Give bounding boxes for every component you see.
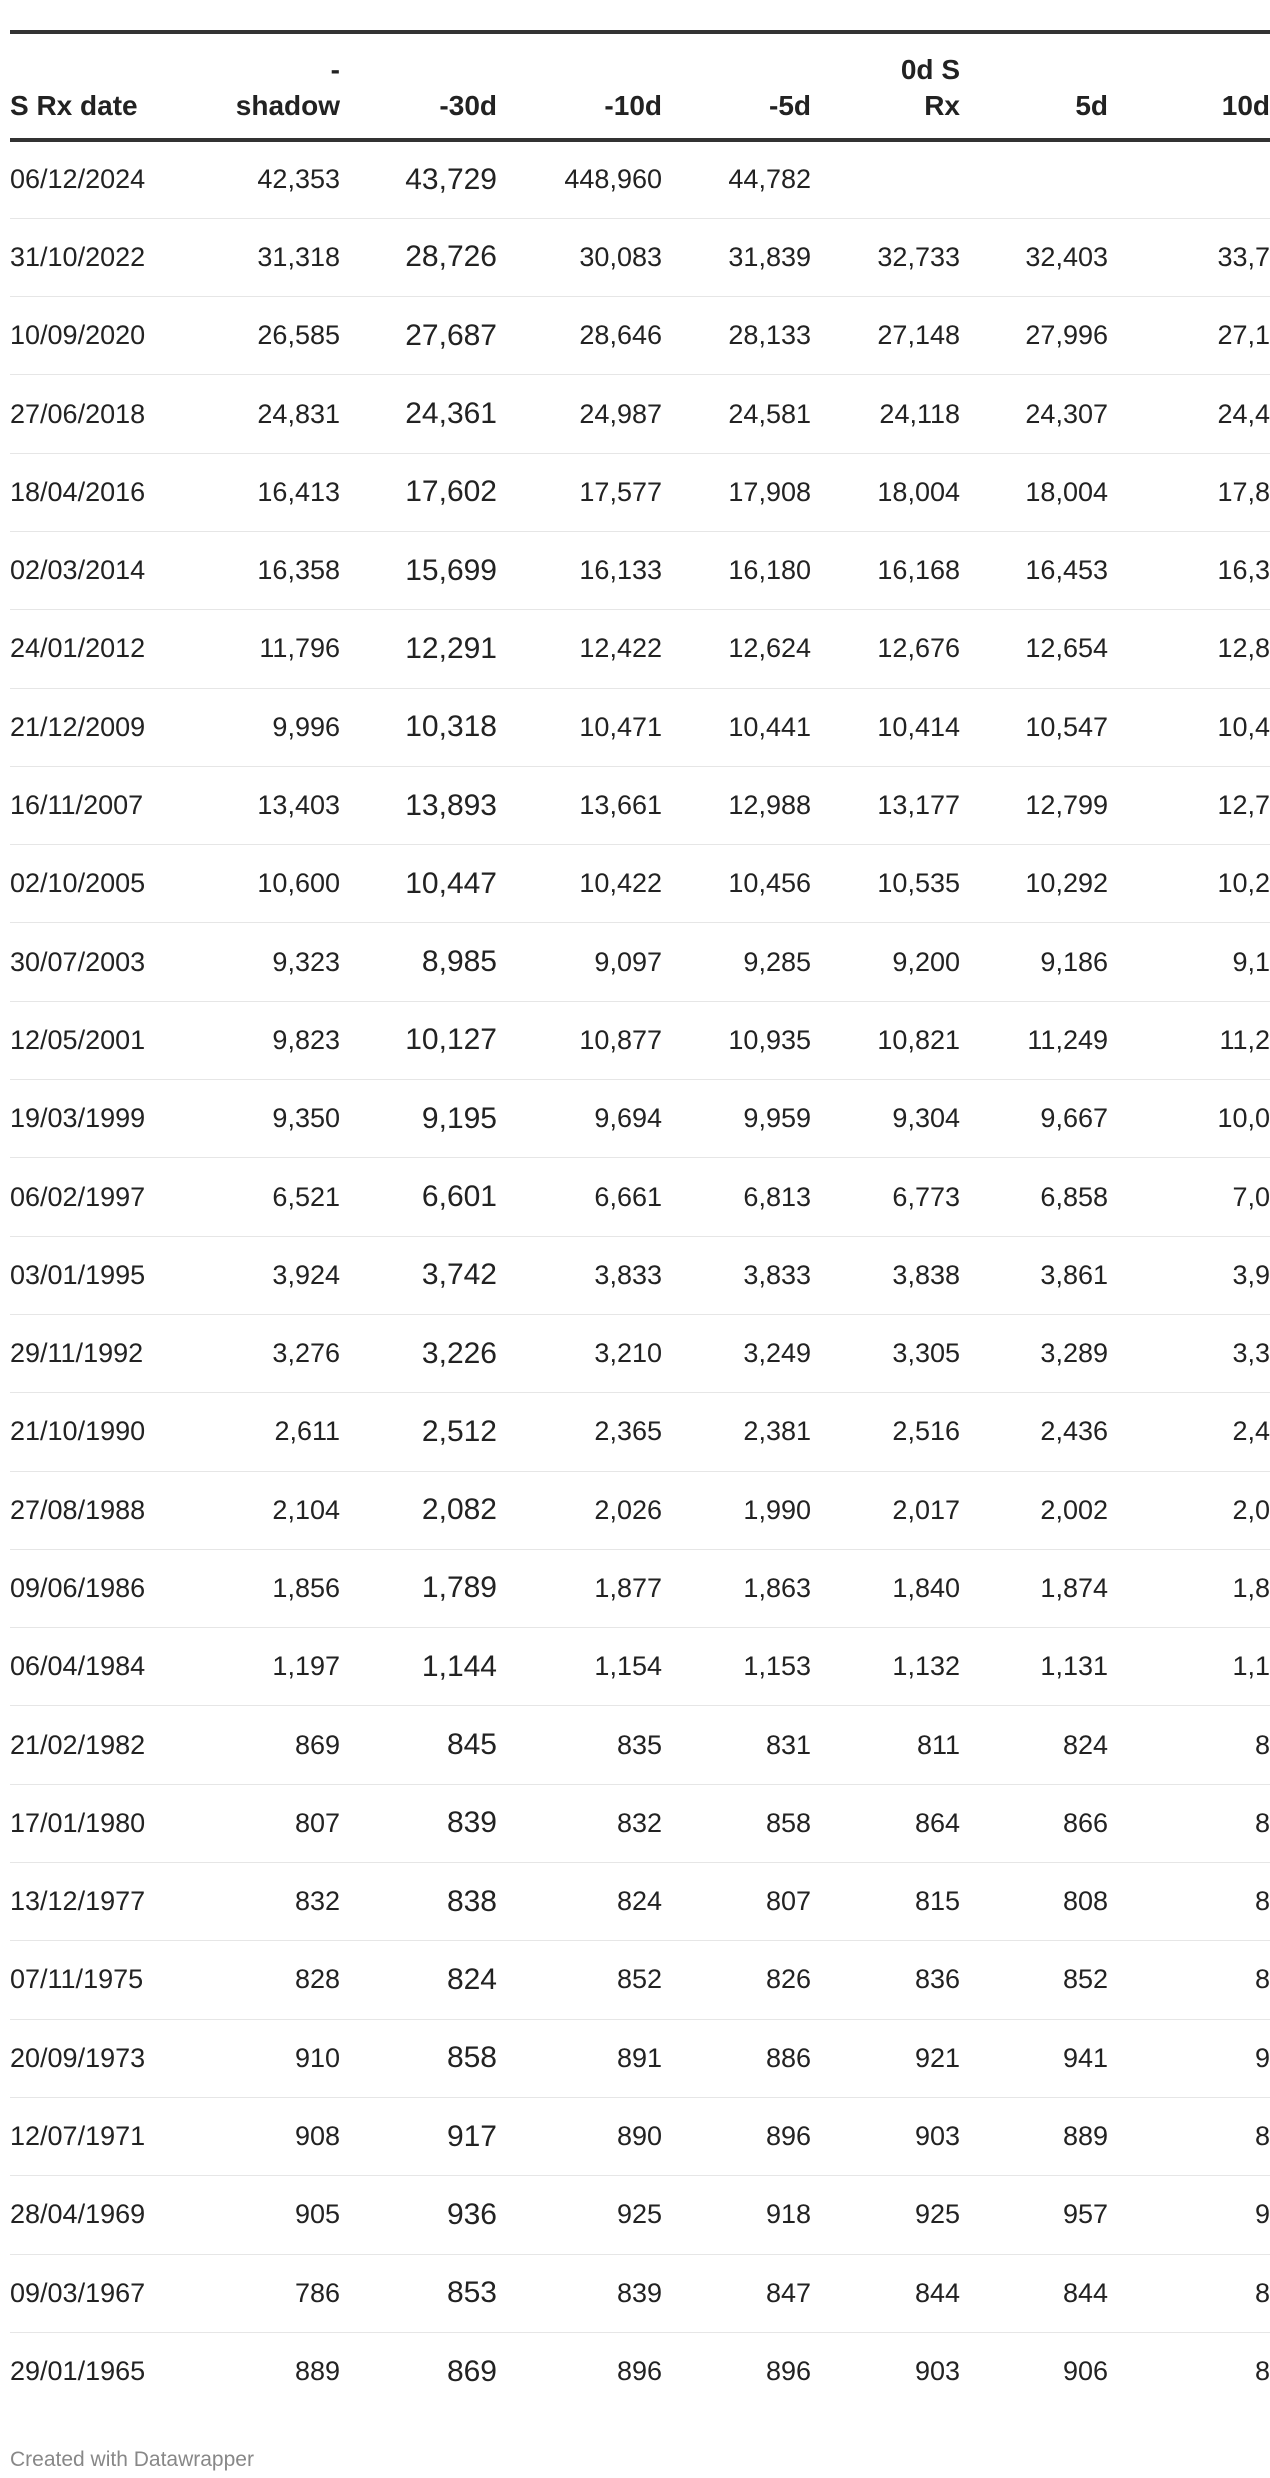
table-cell: 886 bbox=[662, 2019, 811, 2097]
table-cell: 2,017 bbox=[811, 1471, 960, 1549]
table-cell: 09/03/1967 bbox=[10, 2254, 180, 2332]
table-cell: 6,601 bbox=[340, 1158, 497, 1236]
table-cell: 8 bbox=[1254, 2356, 1270, 2387]
table-row bbox=[10, 531, 1270, 609]
table-row bbox=[10, 2176, 1270, 2254]
table-cell: 896 bbox=[765, 2356, 811, 2387]
table-cell: 9,823 bbox=[180, 1001, 340, 1079]
table-cell: 1,990 bbox=[662, 1471, 811, 1549]
table-cell: 9,186 bbox=[960, 923, 1108, 1001]
table-cell: 16,168 bbox=[811, 531, 960, 609]
table-cell: 7,0 bbox=[1108, 1158, 1270, 1236]
table-cell: 17,908 bbox=[662, 453, 811, 531]
table-cell: 1,8 bbox=[1108, 1549, 1270, 1627]
table-cell: 1,856 bbox=[180, 1549, 340, 1627]
table-cell: 12,422 bbox=[497, 610, 662, 688]
table-cell: 1,197 bbox=[180, 1628, 340, 1706]
table-cell: 852 bbox=[960, 1941, 1108, 2019]
table-row bbox=[10, 1158, 1270, 1236]
table-cell: 10,600 bbox=[180, 845, 340, 923]
table-cell bbox=[1108, 140, 1270, 218]
table-row bbox=[10, 2332, 1270, 2410]
table-cell: 838 bbox=[340, 1863, 497, 1941]
table-row bbox=[10, 297, 1270, 375]
table-cell: 10,2 bbox=[1108, 845, 1270, 923]
table-cell: 831 bbox=[662, 1706, 811, 1784]
table-cell: 9,285 bbox=[662, 923, 811, 1001]
table-cell: 2,104 bbox=[180, 1471, 340, 1549]
table-cell: 9,350 bbox=[180, 1080, 340, 1158]
table-cell: 1,1 bbox=[1108, 1628, 1270, 1706]
table-cell: 10,318 bbox=[340, 688, 497, 766]
table-cell: 925 bbox=[497, 2176, 662, 2254]
table-cell: 921 bbox=[811, 2019, 960, 2097]
table-cell: 11,2 bbox=[1108, 1001, 1270, 1079]
table-cell: 844 bbox=[811, 2254, 960, 2332]
table-cell: 12,988 bbox=[662, 766, 811, 844]
table-cell: 9,195 bbox=[340, 1080, 497, 1158]
table-row bbox=[10, 1863, 1270, 1941]
table-row bbox=[10, 610, 1270, 688]
table-cell: 20/09/1973 bbox=[10, 2019, 180, 2097]
table-cell: 847 bbox=[662, 2254, 811, 2332]
table-cell: 16,453 bbox=[960, 531, 1108, 609]
table-cell: 28,646 bbox=[497, 297, 662, 375]
table-cell: 28,133 bbox=[662, 297, 811, 375]
table-cell: 2,516 bbox=[811, 1393, 960, 1471]
table-cell: 6,813 bbox=[662, 1158, 811, 1236]
table-cell: 9,1 bbox=[1108, 923, 1270, 1001]
table-cell: 6,858 bbox=[960, 1158, 1108, 1236]
table-cell: 1,154 bbox=[497, 1628, 662, 1706]
table-cell: 24/01/2012 bbox=[10, 610, 180, 688]
table-cell: 30/07/2003 bbox=[10, 923, 180, 1001]
table-cell: 3,833 bbox=[662, 1236, 811, 1314]
table-cell: 32,403 bbox=[960, 218, 1108, 296]
table-cell: 1,877 bbox=[497, 1549, 662, 1627]
table-cell: 1,131 bbox=[960, 1628, 1108, 1706]
table-row bbox=[10, 1314, 1270, 1392]
table-cell: 31/10/2022 bbox=[10, 218, 180, 296]
table-cell: 864 bbox=[811, 1784, 960, 1862]
table-cell: 09/06/1986 bbox=[10, 1549, 180, 1627]
table-cell: 903 bbox=[914, 2356, 960, 2387]
table-cell: 27,996 bbox=[960, 297, 1108, 375]
table-row bbox=[10, 1628, 1270, 1706]
table-cell: 2,082 bbox=[340, 1471, 497, 1549]
table-cell: 3,861 bbox=[960, 1236, 1108, 1314]
table-cell: 853 bbox=[340, 2254, 497, 2332]
table-cell: 18,004 bbox=[960, 453, 1108, 531]
column-header-1: - shadow bbox=[180, 32, 340, 140]
table-cell: 16,358 bbox=[180, 531, 340, 609]
table-cell: 27/08/1988 bbox=[10, 1471, 180, 1549]
table-cell: 8 bbox=[1108, 1941, 1270, 2019]
table-cell: 1,132 bbox=[811, 1628, 960, 1706]
column-header-0: S Rx date bbox=[10, 32, 180, 140]
table-cell: 1,863 bbox=[662, 1549, 811, 1627]
table-cell: 890 bbox=[497, 2097, 662, 2175]
table-cell: 12,624 bbox=[662, 610, 811, 688]
table-body bbox=[10, 140, 1270, 2411]
table-cell: 27,148 bbox=[811, 297, 960, 375]
table-row bbox=[10, 1236, 1270, 1314]
table-cell: 33,7 bbox=[1108, 218, 1270, 296]
table-cell: 9,200 bbox=[811, 923, 960, 1001]
table-cell: 12/05/2001 bbox=[10, 1001, 180, 1079]
table-cell: 13,661 bbox=[497, 766, 662, 844]
table-cell: 807 bbox=[662, 1863, 811, 1941]
table-cell: 42,353 bbox=[180, 140, 340, 218]
table-cell: 957 bbox=[960, 2176, 1108, 2254]
table-cell: 3,226 bbox=[340, 1314, 497, 1392]
table-cell: 905 bbox=[180, 2176, 340, 2254]
table-cell: 13/12/1977 bbox=[10, 1863, 180, 1941]
table-row bbox=[10, 375, 1270, 453]
table-cell: 12,8 bbox=[1108, 610, 1270, 688]
table-row bbox=[10, 1549, 1270, 1627]
table-row bbox=[10, 688, 1270, 766]
table-cell: 13,893 bbox=[340, 766, 497, 844]
table-cell: 24,307 bbox=[960, 375, 1108, 453]
table-cell: 917 bbox=[340, 2097, 497, 2175]
table-cell: 9,694 bbox=[497, 1080, 662, 1158]
table-cell: 29/11/1992 bbox=[10, 1314, 180, 1392]
table-cell: 2,381 bbox=[662, 1393, 811, 1471]
table-row bbox=[10, 140, 1270, 218]
table-cell: 1,789 bbox=[340, 1549, 497, 1627]
column-header-6: 5d bbox=[960, 32, 1108, 140]
table-cell: 24,118 bbox=[811, 375, 960, 453]
table-cell: 17,577 bbox=[497, 453, 662, 531]
table-cell: 891 bbox=[497, 2019, 662, 2097]
table-cell: 8 bbox=[1108, 2097, 1270, 2175]
table-cell: 8 bbox=[1108, 2254, 1270, 2332]
table-cell: 908 bbox=[180, 2097, 340, 2175]
table-cell: 12,676 bbox=[811, 610, 960, 688]
table-cell: 10,547 bbox=[960, 688, 1108, 766]
table-cell: 903 bbox=[811, 2097, 960, 2175]
table-cell: 828 bbox=[180, 1941, 340, 2019]
table-cell: 16/11/2007 bbox=[10, 766, 180, 844]
table-cell: 19/03/1999 bbox=[10, 1080, 180, 1158]
datawrapper-credit: Created with Datawrapper bbox=[10, 2448, 254, 2471]
table-cell: 3,742 bbox=[340, 1236, 497, 1314]
table-cell: 9,667 bbox=[960, 1080, 1108, 1158]
column-header-2: -30d bbox=[340, 32, 497, 140]
table-cell: 12,7 bbox=[1108, 766, 1270, 844]
table-cell: 16,413 bbox=[180, 453, 340, 531]
table-cell: 24,4 bbox=[1108, 375, 1270, 453]
table-cell: 3,249 bbox=[662, 1314, 811, 1392]
table-cell: 27,687 bbox=[340, 297, 497, 375]
table-row bbox=[10, 2254, 1270, 2332]
table-cell: 8 bbox=[1108, 1706, 1270, 1784]
table-cell: 9 bbox=[1108, 2019, 1270, 2097]
table-cell: 02/10/2005 bbox=[10, 845, 180, 923]
table-cell: 839 bbox=[497, 2254, 662, 2332]
table-cell: 12,654 bbox=[960, 610, 1108, 688]
table-cell: 21/02/1982 bbox=[10, 1706, 180, 1784]
table-cell: 869 bbox=[180, 1706, 340, 1784]
table-row bbox=[10, 2097, 1270, 2175]
table-cell: 936 bbox=[340, 2176, 497, 2254]
table-cell: 10,447 bbox=[340, 845, 497, 923]
table-row bbox=[10, 845, 1270, 923]
header-row bbox=[10, 32, 1270, 140]
table-cell: 18,004 bbox=[811, 453, 960, 531]
table-cell: 815 bbox=[811, 1863, 960, 1941]
table-cell bbox=[811, 140, 960, 218]
table-cell: 910 bbox=[180, 2019, 340, 2097]
table-cell: 10,877 bbox=[497, 1001, 662, 1079]
table-cell: 835 bbox=[497, 1706, 662, 1784]
table-cell: 811 bbox=[811, 1706, 960, 1784]
table-cell: 941 bbox=[960, 2019, 1108, 2097]
table-cell: 27,1 bbox=[1108, 297, 1270, 375]
table-cell: 10,821 bbox=[811, 1001, 960, 1079]
column-header-7: 10d bbox=[1108, 32, 1270, 140]
table-cell: 2,026 bbox=[497, 1471, 662, 1549]
table-cell: 9,323 bbox=[180, 923, 340, 1001]
table-cell: 889 bbox=[960, 2097, 1108, 2175]
table-cell: 8,985 bbox=[340, 923, 497, 1001]
table-cell: 786 bbox=[180, 2254, 340, 2332]
table-cell: 02/03/2014 bbox=[10, 531, 180, 609]
table-cell: 889 bbox=[294, 2356, 340, 2387]
table-cell: 925 bbox=[811, 2176, 960, 2254]
table-cell: 3,289 bbox=[960, 1314, 1108, 1392]
table-cell: 07/11/1975 bbox=[10, 1941, 180, 2019]
table-cell: 32,733 bbox=[811, 218, 960, 296]
table-cell: 10,456 bbox=[662, 845, 811, 923]
column-header-4: -5d bbox=[662, 32, 811, 140]
table-cell: 832 bbox=[180, 1863, 340, 1941]
table-cell: 16,3 bbox=[1108, 531, 1270, 609]
data-table bbox=[10, 30, 1270, 2411]
table-cell: 10,0 bbox=[1108, 1080, 1270, 1158]
table-cell: 10,441 bbox=[662, 688, 811, 766]
table-cell: 16,180 bbox=[662, 531, 811, 609]
table-cell: 869 bbox=[446, 2354, 497, 2388]
table-cell: 6,773 bbox=[811, 1158, 960, 1236]
table-cell: 12,799 bbox=[960, 766, 1108, 844]
table-cell: 836 bbox=[811, 1941, 960, 2019]
table-cell: 2,0 bbox=[1108, 1471, 1270, 1549]
table-cell: 824 bbox=[960, 1706, 1108, 1784]
table-cell: 852 bbox=[497, 1941, 662, 2019]
table-row bbox=[10, 923, 1270, 1001]
table-row bbox=[10, 766, 1270, 844]
table-row bbox=[10, 1941, 1270, 2019]
table-cell: 3,9 bbox=[1108, 1236, 1270, 1314]
table-row bbox=[10, 453, 1270, 531]
table-cell: 866 bbox=[960, 1784, 1108, 1862]
table-cell: 11,796 bbox=[180, 610, 340, 688]
table-cell: 6,661 bbox=[497, 1158, 662, 1236]
table-cell: 1,840 bbox=[811, 1549, 960, 1627]
table-cell: 44,782 bbox=[662, 140, 811, 218]
table-row bbox=[10, 218, 1270, 296]
table-row bbox=[10, 1001, 1270, 1079]
table-cell: 9,304 bbox=[811, 1080, 960, 1158]
table-cell: 8 bbox=[1108, 1863, 1270, 1941]
table-cell: 807 bbox=[180, 1784, 340, 1862]
table-cell: 18/04/2016 bbox=[10, 453, 180, 531]
table-cell: 2,365 bbox=[497, 1393, 662, 1471]
table-cell: 1,874 bbox=[960, 1549, 1108, 1627]
table-cell: 918 bbox=[662, 2176, 811, 2254]
table-cell: 9 bbox=[1108, 2176, 1270, 2254]
table-cell: 3,833 bbox=[497, 1236, 662, 1314]
table-cell: 3,305 bbox=[811, 1314, 960, 1392]
table-cell: 28,726 bbox=[340, 218, 497, 296]
table-cell: 28/04/1969 bbox=[10, 2176, 180, 2254]
table-cell: 13,403 bbox=[180, 766, 340, 844]
table-cell: 9,097 bbox=[497, 923, 662, 1001]
table-cell: 12/07/1971 bbox=[10, 2097, 180, 2175]
column-header-3: -10d bbox=[497, 32, 662, 140]
table-cell: 2,512 bbox=[340, 1393, 497, 1471]
table-row bbox=[10, 2019, 1270, 2097]
table-cell: 3,3 bbox=[1108, 1314, 1270, 1392]
table-cell: 6,521 bbox=[180, 1158, 340, 1236]
table-cell: 832 bbox=[497, 1784, 662, 1862]
table-cell: 3,924 bbox=[180, 1236, 340, 1314]
table-cell: 824 bbox=[497, 1863, 662, 1941]
table-cell: 26,585 bbox=[180, 297, 340, 375]
table-cell: 06/02/1997 bbox=[10, 1158, 180, 1236]
table-cell: 896 bbox=[662, 2097, 811, 2175]
table-cell: 24,361 bbox=[340, 375, 497, 453]
table-cell: 29/01/1965 bbox=[10, 2356, 146, 2387]
table-cell: 9,959 bbox=[662, 1080, 811, 1158]
table-cell: 10,535 bbox=[811, 845, 960, 923]
column-header-5: 0d S Rx bbox=[811, 32, 960, 140]
table-cell: 17,602 bbox=[340, 453, 497, 531]
table-cell: 2,436 bbox=[960, 1393, 1108, 1471]
table-cell: 10,471 bbox=[497, 688, 662, 766]
table-cell: 24,581 bbox=[662, 375, 811, 453]
table-cell: 896 bbox=[616, 2356, 662, 2387]
table-cell: 17/01/1980 bbox=[10, 1784, 180, 1862]
table-cell: 13,177 bbox=[811, 766, 960, 844]
table-cell: 3,276 bbox=[180, 1314, 340, 1392]
table-cell: 858 bbox=[340, 2019, 497, 2097]
table-cell: 17,8 bbox=[1108, 453, 1270, 531]
table-row bbox=[10, 1471, 1270, 1549]
table-cell: 24,987 bbox=[497, 375, 662, 453]
table-cell: 11,249 bbox=[960, 1001, 1108, 1079]
table-cell: 3,210 bbox=[497, 1314, 662, 1392]
table-cell: 10,422 bbox=[497, 845, 662, 923]
table-cell: 2,4 bbox=[1108, 1393, 1270, 1471]
table-cell: 808 bbox=[960, 1863, 1108, 1941]
table-row bbox=[10, 1080, 1270, 1158]
table-row bbox=[10, 1784, 1270, 1862]
table-cell: 03/01/1995 bbox=[10, 1236, 180, 1314]
table-cell: 2,611 bbox=[180, 1393, 340, 1471]
table-cell: 21/12/2009 bbox=[10, 688, 180, 766]
table-cell: 10,935 bbox=[662, 1001, 811, 1079]
table-cell: 826 bbox=[662, 1941, 811, 2019]
table-cell: 3,838 bbox=[811, 1236, 960, 1314]
table-cell: 2,002 bbox=[960, 1471, 1108, 1549]
table-cell: 43,729 bbox=[340, 140, 497, 218]
table-row bbox=[10, 1706, 1270, 1784]
table-cell: 1,144 bbox=[340, 1628, 497, 1706]
table-cell: 24,831 bbox=[180, 375, 340, 453]
table-row bbox=[10, 1393, 1270, 1471]
table-cell: 06/04/1984 bbox=[10, 1628, 180, 1706]
table-cell bbox=[960, 140, 1108, 218]
table-cell: 27/06/2018 bbox=[10, 375, 180, 453]
table-cell: 9,996 bbox=[180, 688, 340, 766]
table-header bbox=[10, 32, 1270, 140]
table-cell: 31,318 bbox=[180, 218, 340, 296]
table-cell: 12,291 bbox=[340, 610, 497, 688]
table-cell: 16,133 bbox=[497, 531, 662, 609]
table-cell: 1,153 bbox=[662, 1628, 811, 1706]
table-cell: 448,960 bbox=[497, 140, 662, 218]
table-cell: 839 bbox=[340, 1784, 497, 1862]
table-cell: 10,127 bbox=[340, 1001, 497, 1079]
table-cell: 10/09/2020 bbox=[10, 297, 180, 375]
table-cell: 06/12/2024 bbox=[10, 140, 180, 218]
table-cell: 858 bbox=[662, 1784, 811, 1862]
table-cell: 8 bbox=[1108, 1784, 1270, 1862]
table-cell: 15,699 bbox=[340, 531, 497, 609]
table-cell: 824 bbox=[340, 1941, 497, 2019]
table-container bbox=[10, 0, 1270, 2400]
table-cell: 906 bbox=[1062, 2356, 1108, 2387]
table-cell: 10,4 bbox=[1108, 688, 1270, 766]
table-cell: 31,839 bbox=[662, 218, 811, 296]
table-cell: 21/10/1990 bbox=[10, 1393, 180, 1471]
table-cell: 10,414 bbox=[811, 688, 960, 766]
table-cell: 844 bbox=[960, 2254, 1108, 2332]
table-cell: 845 bbox=[340, 1706, 497, 1784]
table-cell: 10,292 bbox=[960, 845, 1108, 923]
table-cell: 30,083 bbox=[497, 218, 662, 296]
